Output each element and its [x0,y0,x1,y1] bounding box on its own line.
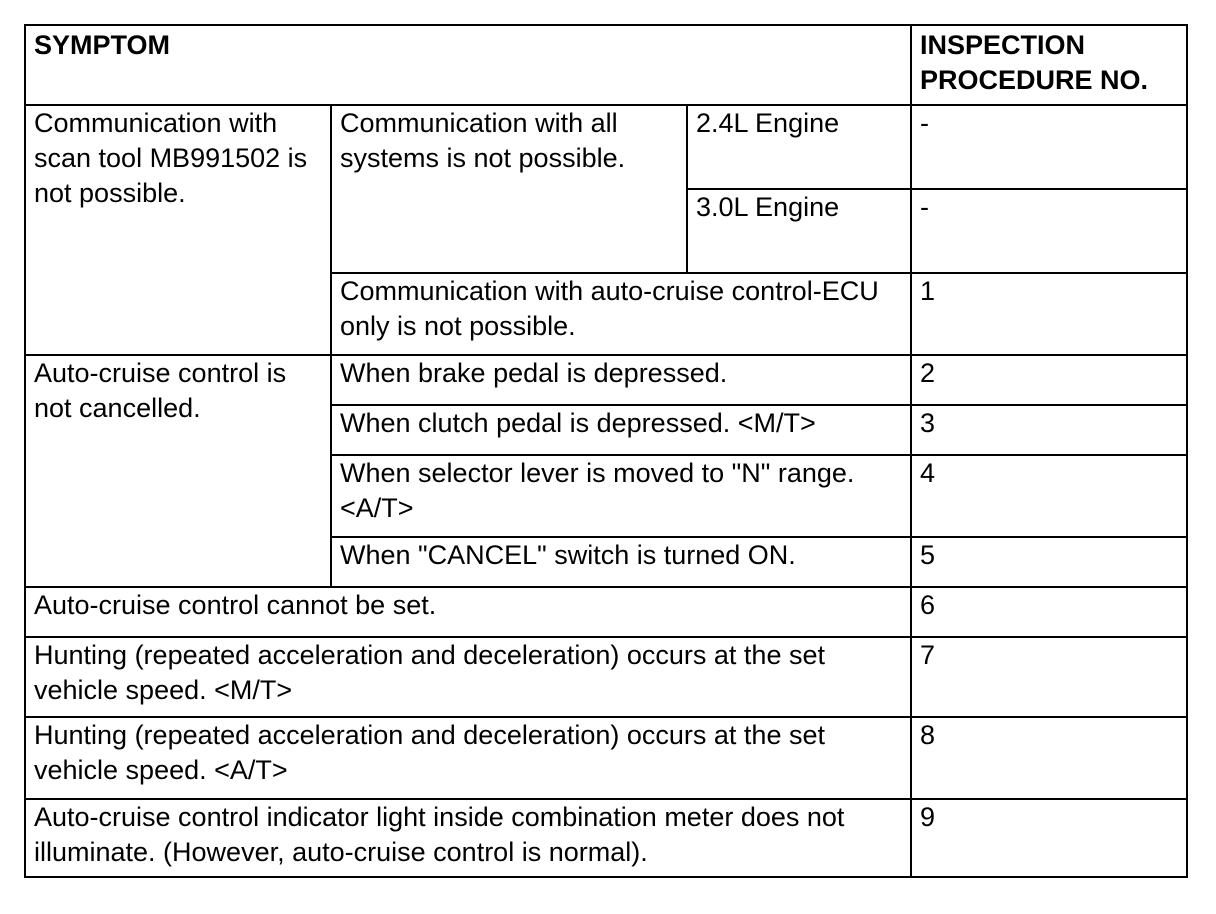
header-row [25,25,1187,105]
symptom-cell: Communication with auto-cruise control-ECU only is not possible. [331,273,911,355]
subgroup-all-systems: Communication with all systems is not possible. [331,105,687,273]
table-row [25,717,1187,799]
engine-3-0l-cell: 3.0L Engine [687,189,911,273]
table-row [25,637,1187,717]
table-row [25,799,1187,877]
symptom-cell: Auto-cruise control cannot be set. [25,587,911,637]
procedure-number: 5 [911,537,1187,587]
symptom-cell: Hunting (repeated acceleration and deceleration) occurs at the set vehicle speed. <A/T> [25,717,911,799]
symptom-cell: When brake pedal is depressed. [331,355,911,405]
procedure-number: 4 [911,455,1187,537]
table-row [25,105,1187,189]
symptom-cell: Hunting (repeated acceleration and deceleration) occurs at the set vehicle speed. <M/T> [25,637,911,717]
engine-2-4l-cell: 2.4L Engine [687,105,911,189]
symptom-cell: When selector lever is moved to "N" range. <A/T> [331,455,911,537]
procedure-number: - [911,189,1187,273]
group-not-cancelled: Auto-cruise control is not cancelled. [25,355,331,587]
procedure-number: 9 [911,799,1187,877]
table-row [25,587,1187,637]
symptom-cell: When clutch pedal is depressed. <M/T> [331,405,911,455]
procedure-number: 7 [911,637,1187,717]
symptom-cell: Auto-cruise control indicator light inside combination meter does not illuminate. (However, auto-cruise control is normal). [25,799,911,877]
table-row [25,355,1187,405]
symptom-header: SYMPTOM [25,25,911,105]
procedure-number: 8 [911,717,1187,799]
procedure-number: - [911,105,1187,189]
procedure-number: 1 [911,273,1187,355]
symptom-cell: When "CANCEL" switch is turned ON. [331,537,911,587]
procedure-header: INSPECTION PROCEDURE NO. [911,25,1187,105]
group-communication: Communication with scan tool MB991502 is not possible. [25,105,331,355]
symptom-table [24,24,1188,878]
procedure-number: 6 [911,587,1187,637]
procedure-number: 2 [911,355,1187,405]
procedure-number: 3 [911,405,1187,455]
